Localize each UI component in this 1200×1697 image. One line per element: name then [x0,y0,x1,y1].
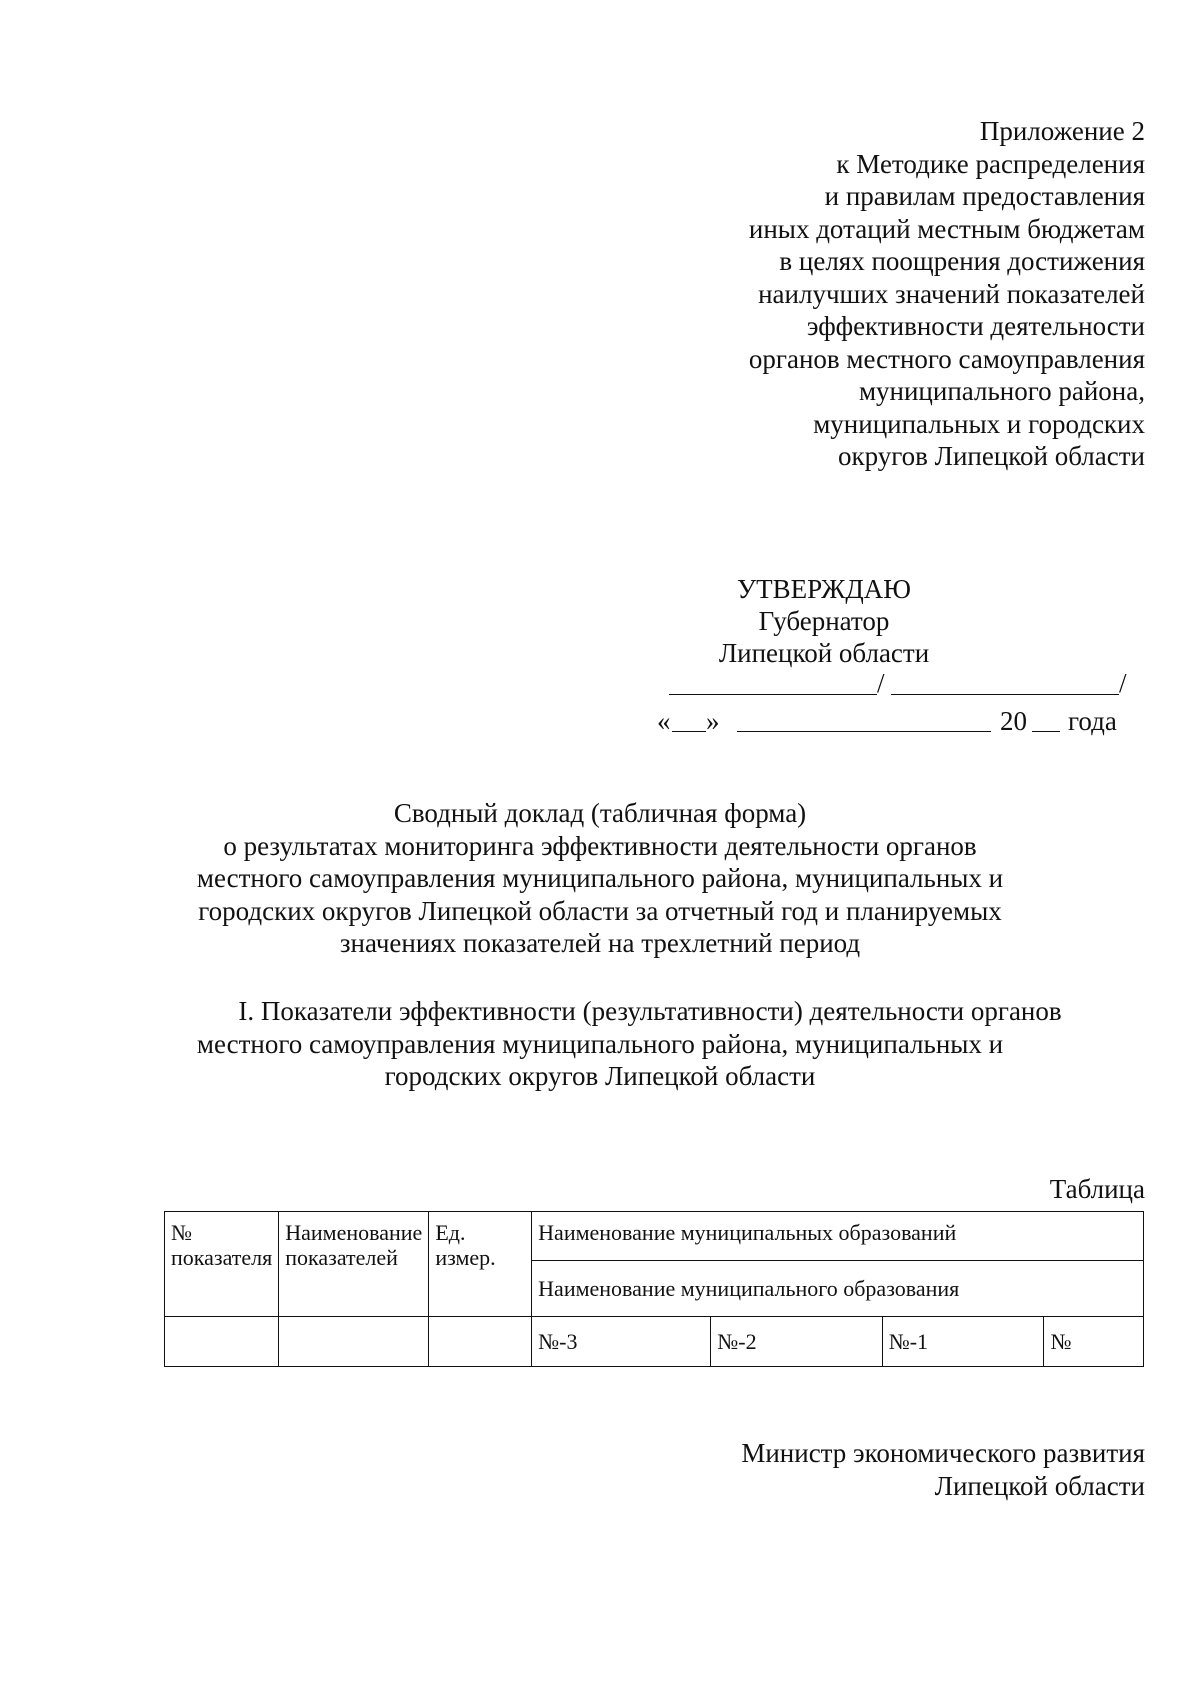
table-cell [165,1317,279,1367]
month-underline [737,731,991,732]
appendix-line: в целях поощрения достижения [779,246,1145,276]
signature-line [669,669,1142,701]
signature-block [741,1437,1145,1502]
year-cell: №-2 [711,1317,882,1367]
approval-heading: УТВЕРЖДАЮ [736,574,912,604]
appendix-line: эффективности деятельности [806,311,1145,341]
report-title-line: городских округов Липецкой области за отчетный год и планируемых [198,895,1002,926]
appendix-line: и правилам предоставления [824,181,1145,211]
appendix-line: муниципальных и городских [813,408,1145,439]
day-underline [672,731,706,732]
year-suffix: года [1068,706,1117,736]
report-title-line: о результатах мониторинга эффективности деятельности органов [223,830,977,861]
header-number: № показателя [165,1212,279,1317]
section-title [0,995,1200,1093]
header-municipality: Наименование муниципального образования [532,1261,1144,1317]
header-municipalities: Наименование муниципальных образований [532,1212,1144,1261]
appendix-line: округов Липецкой области [837,441,1145,471]
table-cell [279,1317,429,1367]
appendix-line: Приложение 2 [979,116,1145,146]
appendix-line: органов местного самоуправления [748,343,1145,374]
date-line [642,705,1142,739]
report-title-line: значениях показателей на трехлетний период [339,928,861,958]
section-title-line: местного самоуправления муниципального района, муниципальных и [196,1028,1004,1059]
report-title [0,797,1200,960]
header-unit: Ед. измер. [429,1212,532,1317]
indicator-table [164,1211,1144,1367]
name-slash: / [1119,668,1127,698]
appendix-line: иных дотаций местным бюджетам [748,213,1145,244]
approval-region: Липецкой области [718,638,930,668]
year-cell: № [1044,1317,1144,1367]
approval-block [642,573,1142,739]
signature-line-text: Липецкой области [934,1470,1145,1501]
report-title-line: Сводный доклад (табличная форма) [393,798,807,828]
appendix-block [545,115,1145,473]
appendix-line: к Методике распределения [836,148,1145,179]
appendix-line: муниципального района, [858,376,1145,406]
section-title-line: городских округов Липецкой области [384,1061,816,1091]
report-title-line: местного самоуправления муниципального района, муниципальных и [196,863,1004,893]
year-underline [1032,731,1060,732]
year-cell: №-3 [532,1317,711,1367]
table-cell [429,1317,532,1367]
name-underline [891,694,1119,695]
approval-position: Губернатор [758,606,890,636]
year-cell: №-1 [882,1317,1044,1367]
signature-underline [669,694,877,695]
year-prefix: 20 [1000,706,1027,736]
signature-line-text: Министр экономического развития [741,1438,1145,1468]
date-open-quote: « [657,706,671,736]
table-caption: Таблица [1049,1174,1145,1204]
signature-slash: / [877,668,885,698]
header-name: Наименование показателей [279,1212,429,1317]
appendix-line: наилучших значений показателей [758,278,1145,309]
section-title-line: I. Показатели эффективности (результативности) деятельности органов [238,996,1062,1026]
date-close-quote: » [706,706,720,736]
